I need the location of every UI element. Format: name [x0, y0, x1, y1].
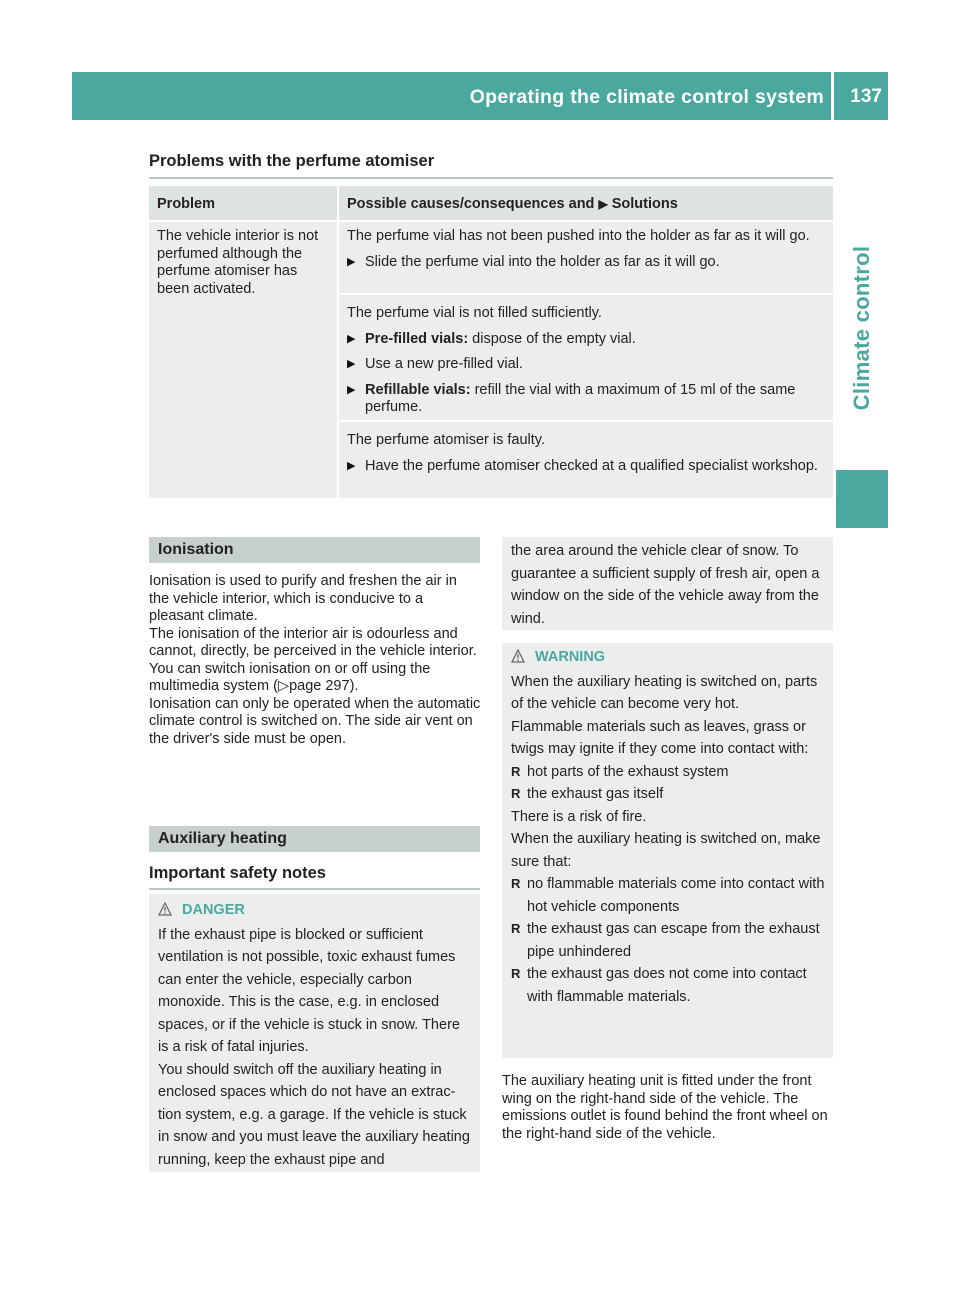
table-cell-cause-1: The perfume vial has not been pushed into the holder as far as it will go. ▶ Slide the perfume vial into the holder as far as it will go.	[339, 222, 833, 293]
warning-triangle-icon	[158, 901, 172, 924]
header-divider	[831, 72, 834, 120]
list-item: R the exhaust gas does not come into contact with flammable materials.	[511, 963, 826, 1008]
section-title-perfume: Problems with the perfume atomiser	[149, 152, 435, 170]
list-item: R no flammable materials come into contact with hot vehicle components	[511, 873, 826, 918]
table-header-problem: Problem	[149, 186, 337, 220]
bullet-icon: R	[511, 921, 521, 936]
chapter-title: Operating the climate control system	[469, 86, 824, 108]
bullet-icon: R	[511, 876, 521, 891]
table-header-solutions: Possible causes/consequences and ▶ Solutions	[339, 186, 833, 220]
list-item: R hot parts of the exhaust system	[511, 761, 826, 784]
section-band-auxiliary-heating: Auxiliary heating	[149, 826, 480, 852]
arrow-icon: ▶	[598, 197, 608, 211]
section-rule	[149, 177, 833, 179]
page-number: 137	[850, 86, 882, 107]
ionisation-text: Ionisation is used to purify and freshen the air in the vehicle interior, which is conducive to a pleasant climate. The ionisation of the interior air is odourless and cannot, directly, be perceived in the vehicle interior. You can switch ionisation on or off using the multimedia system (▷page 297). Ionisation can only be operated when the automatic climate control is switched on. The side air vent on the driver's side must be open.	[149, 573, 481, 747]
bullet-icon: R	[511, 786, 521, 801]
page-ref-arrow-icon: ▷	[277, 678, 290, 694]
page-reference-link[interactable]: page 297	[289, 678, 350, 694]
arrow-icon: ▶	[347, 459, 356, 472]
danger-heading: DANGER	[158, 899, 473, 924]
section-band-ionisation: Ionisation	[149, 537, 480, 563]
warning-heading: WARNING	[511, 646, 826, 671]
table-cell-cause-3: The perfume atomiser is faulty. ▶ Have the perfume atomiser checked at a qualified specialist workshop.	[339, 422, 833, 498]
table-cell-cause-2: The perfume vial is not filled sufficiently. ▶ Pre-filled vials: dispose of the empty vial. ▶ Use a new pre-filled vial. ▶ Refillable vials: refill the vial with a maximum of 15 ml of the same perfume.	[339, 295, 833, 420]
list-item: R the exhaust gas itself	[511, 783, 826, 806]
bullet-icon: R	[511, 763, 521, 779]
arrow-icon: ▶	[347, 332, 356, 345]
side-tab-marker	[836, 470, 888, 528]
arrow-icon: ▶	[347, 383, 356, 396]
header-bar	[72, 72, 888, 120]
danger-box: DANGER If the exhaust pipe is blocked or sufficient ventilation is not possible, toxic exhaust fumes can enter the vehicle, especially carbon monoxide. This is the case, e.g. in enclosed spaces, or if the vehicle is stuck in snow. There is a risk of fatal injuries. You should switch off the auxiliary heating in enclosed spaces which do not have an extraction system, e.g. a garage. If the vehicle is stuck in snow and you must leave the auxiliary heating running, keep the exhaust pipe and	[149, 894, 480, 1172]
list-item: R the exhaust gas can escape from the exhaust pipe unhindered	[511, 918, 826, 963]
subsection-title-safety: Important safety notes	[149, 864, 326, 882]
arrow-icon: ▶	[347, 255, 356, 268]
table-cell-problem: The vehicle interior is not perfumed although the perfume atomiser has been activated.	[149, 222, 337, 498]
arrow-icon: ▶	[347, 358, 356, 370]
warning-box: WARNING When the auxiliary heating is switched on, parts of the vehicle can become very hot. Flammable materials such as leaves, grass or twigs may ignite if they come into contact with: R hot parts of the exhaust system R the exhaust gas itself There is a risk of fire. When the auxiliary heating is switched on, make sure that: R no flammable materials come into contact with hot vehicle components R the exhaust gas can escape from the exhaust pipe unhindered R the exhaust gas does not come into contact with flammable materials.	[502, 643, 833, 1058]
side-tab-label: Climate control	[849, 245, 874, 411]
bullet-icon: R	[511, 966, 521, 981]
warning-triangle-icon	[511, 648, 525, 671]
danger-continued-box: the area around the vehicle clear of snow. To guarantee a sufficient supply of fresh air, open a window on the side of the vehicle away from the wind.	[502, 537, 833, 630]
auxiliary-heating-location-text: The auxiliary heating unit is fitted under the front wing on the right-hand side of the vehicle. The emissions outlet is found behind the front wheel on the right-hand side of the vehicle.	[502, 1073, 828, 1142]
subsection-rule	[149, 888, 480, 890]
